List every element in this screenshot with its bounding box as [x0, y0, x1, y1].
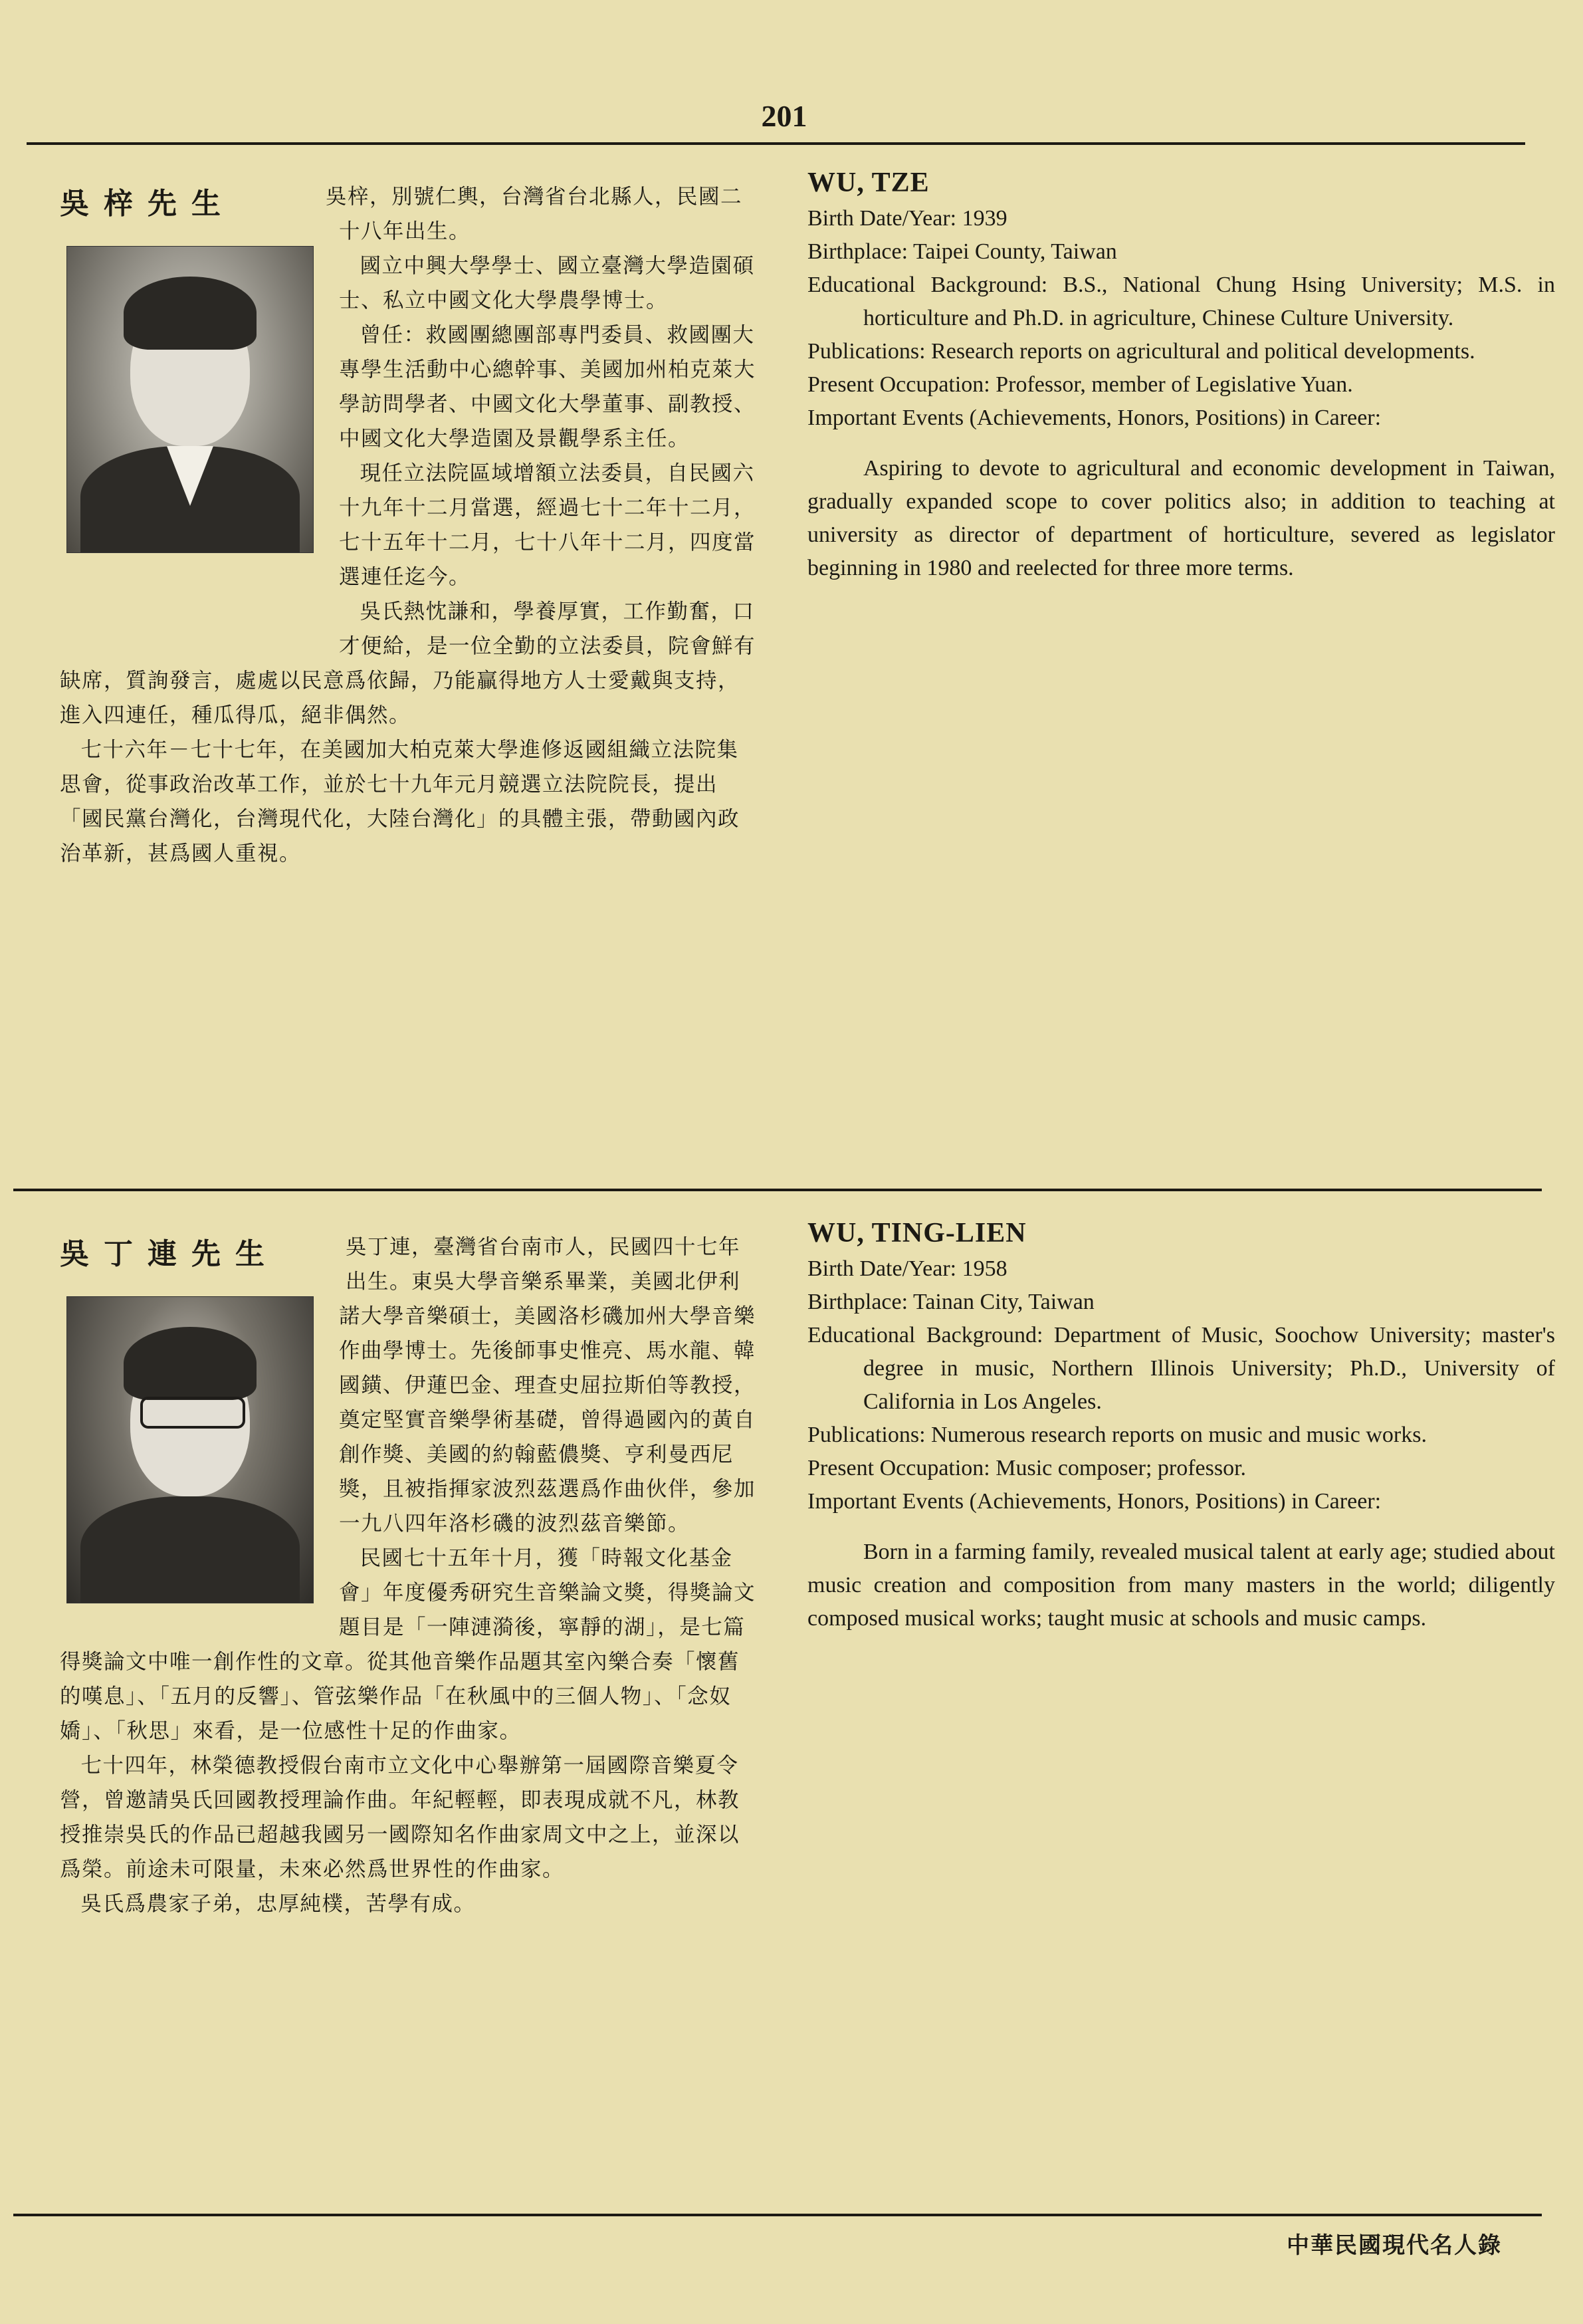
- entry-wu-ting-lien: [60, 1217, 1555, 2200]
- chinese-biography: [60, 179, 758, 871]
- bio-paragraph: 吳氏爲農家子弟，忠厚純樸，苦學有成。: [80, 1892, 476, 1916]
- page-number: 201: [761, 99, 807, 133]
- events-label: Important Events (Achievements, Honors, Positions) in Career:: [807, 1489, 1382, 1514]
- middle-rule: [13, 1189, 1542, 1191]
- bio-paragraph: 曾任：救國團總團部專門委員、救國團大專學生活動中心總幹事、美國加州柏克萊大學訪問學者、中國文化大學董事、副教授、中國文化大學造園及景觀學系主任。: [339, 323, 756, 451]
- publications: Publications: Research reports on agricultural and political developments.: [807, 339, 1475, 364]
- birth-date: Birth Date/Year: 1939: [807, 206, 1007, 231]
- bio-paragraph: 吳氏熱忱謙和，學養厚實，工作勤奮，口才便給，是一位全勤的立法委員，院會鮮有缺席，質詢發言，處處以民意爲依歸，乃能贏得地方人士愛戴與支持，進入四連任，種瓜得瓜，絕非偶然。: [60, 600, 756, 727]
- english-name: WU, TZE: [807, 168, 930, 198]
- bio-paragraph: 七十四年，林榮德教授假台南市立文化中心舉辦第一屆國際音樂夏令營，曾邀請吳氏回國教授理論作曲。年紀輕輕，即表現成就不凡，林教授推崇吳氏的作品已超越我國另一國際知名作曲家周文中之上，並深以爲榮。前途未可限量，未來必然爲世界性的作曲家。: [60, 1754, 740, 1881]
- birthplace: Birthplace: Taipei County, Taiwan: [807, 239, 1117, 264]
- birthplace: Birthplace: Tainan City, Taiwan: [807, 1290, 1095, 1314]
- chinese-biography: [60, 1230, 758, 1921]
- bio-paragraph: 國立中興大學學士、國立臺灣大學造園碩士、私立中國文化大學農學博士。: [339, 254, 755, 312]
- publications: Publications: Numerous research reports on music and music works.: [807, 1423, 1427, 1447]
- entry-wu-tze: [60, 166, 1555, 1177]
- bio-paragraph: 七十六年－七十七年，在美國加大柏克萊大學進修返國組織立法院集思會，從事政治改革工作，並於七十九年元月競選立法院院長，提出「國民黨台灣化，台灣現代化，大陸台灣化」的具體主張，帶動國內政治革新，甚爲國人重視。: [60, 738, 740, 866]
- occupation: Present Occupation: Professor, member of Legislative Yuan.: [807, 372, 1353, 397]
- bottom-rule: [13, 2214, 1542, 2216]
- bio-paragraph: 民國七十五年十月，獲「時報文化基金會」年度優秀研究生音樂論文獎，得獎論文題目是「一陣漣漪後，寧靜的湖」，是七篇得獎論文中唯一創作性的文章。從其他音樂作品題其室內樂合奏「懷舊的嘆息」、「五月的反響」、管弦樂作品「在秋風中的三個人物」、「念奴嬌」、「秋思」來看，是一位感性十足的作曲家。: [60, 1546, 756, 1743]
- career-summary: Born in a farming family, revealed musical talent at early age; studied about music creation and composition from many masters in the world; diligently composed musical works; taught music at schools and music camps.: [807, 1540, 1555, 1631]
- english-column: [807, 1217, 1555, 1635]
- footer-book-title: 中華民國現代名人錄: [1287, 2232, 1502, 2259]
- occupation: Present Occupation: Music composer; professor.: [807, 1456, 1247, 1480]
- bio-paragraph: 吳梓，別號仁輿，台灣省台北縣人，民國二十八年出生。: [326, 185, 743, 243]
- chinese-name: 吳丁連先生: [60, 1237, 279, 1271]
- top-rule: [27, 142, 1525, 145]
- english-column: [807, 166, 1555, 585]
- education: Educational Background: Department of Music, Soochow University; master's degree in music, Northern Illinois University; Ph.D., University of California in Los Angeles.: [807, 1323, 1555, 1414]
- career-summary: Aspiring to devote to agricultural and economic development in Taiwan, gradually expanded scope to cover politics also; in addition to teaching at university as director of department of horticulture, severed as legislator beginning in 1980 and reelected for three more terms.: [807, 456, 1555, 580]
- bio-paragraph: 吳丁連，臺灣省台南市人，民國四十七年出生。東吳大學音樂系畢業，美國北伊利諾大學音樂碩士，美國洛杉磯加州大學音樂作曲學博士。先後師事史惟亮、馬水龍、韓國鐄、伊蓮巴金、理查史屈拉斯伯等教授，奠定堅實音樂學術基礎，曾得過國內的黃自創作獎、美國的約翰藍儂獎、亨利曼西尼獎，且被指揮家波烈茲選爲作曲伙伴，參加一九八四年洛杉磯的波烈茲音樂節。: [339, 1235, 756, 1536]
- english-name: WU, TING-LIEN: [807, 1218, 1027, 1248]
- chinese-name: 吳梓先生: [60, 187, 235, 221]
- events-label: Important Events (Achievements, Honors, Positions) in Career:: [807, 406, 1382, 430]
- bio-paragraph: 現任立法院區域增額立法委員，自民國六十九年十二月當選，經過七十二年十二月，七十五年十二月，七十八年十二月，四度當選連任迄今。: [339, 461, 756, 589]
- birth-date: Birth Date/Year: 1958: [807, 1256, 1007, 1281]
- education: Educational Background: B.S., National Chung Hsing University; M.S. in horticulture and Ph.D. in agriculture, Chinese Culture University.: [807, 273, 1555, 330]
